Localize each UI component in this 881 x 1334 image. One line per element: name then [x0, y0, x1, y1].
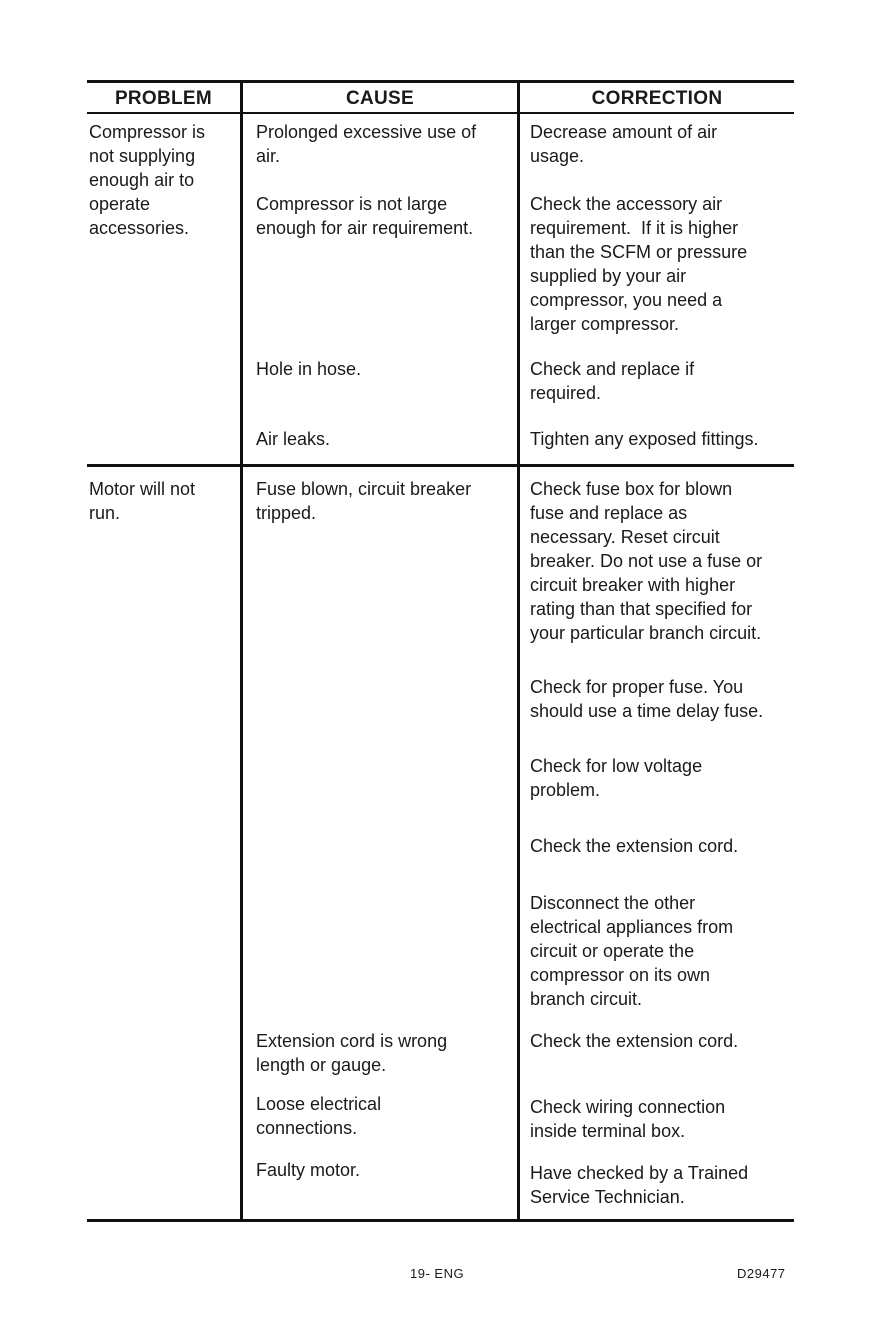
correction-text: Check the extension cord. [530, 1031, 739, 1051]
correction-text: Check fuse box for blown fuse and replace as necessary. Reset circuit breaker. Do not use a fuse or circuit breaker with higher rating than that specified for your particular branch circuit. [530, 479, 763, 643]
page-number: 19- ENG [410, 1266, 465, 1281]
correction-text: Have checked by a Trained Service Technician. [530, 1163, 749, 1207]
correction-text: Check and replace if required. [530, 359, 695, 403]
cause-text: Extension cord is wrong length or gauge. [256, 1031, 448, 1075]
cause-text: Air leaks. [256, 429, 331, 449]
cause-text: Loose electrical connections. [256, 1094, 382, 1138]
column-divider-2 [517, 80, 520, 1222]
correction-text: Check the accessory air requirement. If it is higher than the SCFM or pressure supplied by your air compressor, you need a larger compressor. [530, 194, 748, 334]
problem-text: Compressor is not supplying enough air to operate accessories. [89, 122, 206, 238]
correction-text: Check for low voltage problem. [530, 756, 703, 800]
correction-text: Check for proper fuse. You should use a time delay fuse. [530, 677, 764, 721]
header-correction: CORRECTION [591, 88, 723, 109]
table-bottom-rule [87, 1219, 794, 1222]
header-problem: PROBLEM [114, 88, 213, 109]
cause-text: Compressor is not large enough for air requirement. [256, 194, 474, 238]
problem-text: Motor will not run. [89, 479, 196, 523]
cause-text: Fuse blown, circuit breaker tripped. [256, 479, 472, 523]
column-divider-1 [240, 80, 243, 1222]
correction-text: Check wiring connection inside terminal box. [530, 1097, 726, 1141]
table-top-rule [87, 80, 794, 83]
document-code: D29477 [737, 1266, 786, 1281]
section-divider-rule [87, 464, 794, 467]
correction-text: Disconnect the other electrical appliances from circuit or operate the compressor on its own branch circuit. [530, 893, 734, 1009]
correction-text: Decrease amount of air usage. [530, 122, 718, 166]
cause-text: Prolonged excessive use of air. [256, 122, 477, 166]
correction-text: Check the extension cord. [530, 836, 739, 856]
correction-text: Tighten any exposed fittings. [530, 429, 759, 449]
cause-text: Faulty motor. [256, 1160, 361, 1180]
header-cause: CAUSE [345, 88, 414, 109]
cause-text: Hole in hose. [256, 359, 362, 379]
header-bottom-rule [87, 112, 794, 114]
